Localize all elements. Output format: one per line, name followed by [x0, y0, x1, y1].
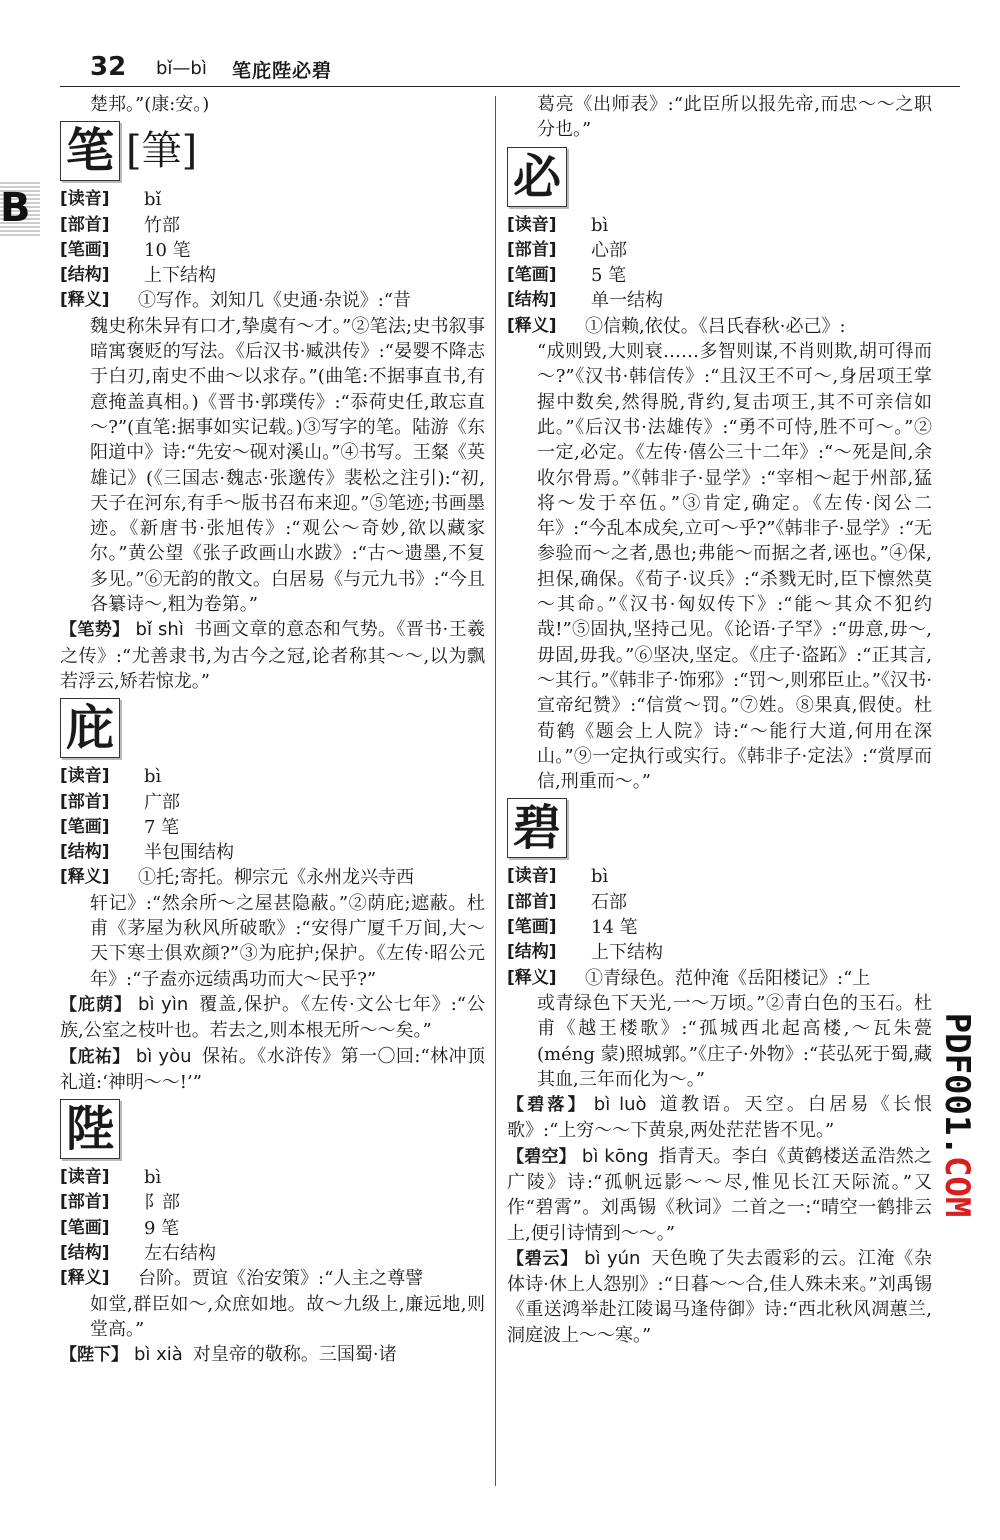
- entry-bi-shelter: [60, 698, 485, 1095]
- watermark-red-part: COM: [937, 1155, 977, 1218]
- field-radical: [60, 790, 485, 815]
- phrase-definition: 覆盖,保护。《左传·文公七年》:“公族,公室之枝叶也。若去之,则本根无所～～矣。”: [60, 993, 485, 1042]
- field-label: [部首]: [60, 791, 110, 812]
- field-definition: [60, 865, 485, 890]
- headword-char: 笔: [60, 121, 120, 181]
- field-value: 上下结构: [144, 265, 216, 287]
- field-label: [读音]: [60, 1167, 110, 1188]
- field-value: 5 笔: [591, 265, 627, 287]
- field-label: [释义]: [507, 315, 557, 336]
- field-label: [释义]: [60, 1268, 110, 1289]
- field-value: 半包围结构: [144, 842, 234, 864]
- definition-body: “成则毁,大则衰……多智则谋,不肖则欺,胡可得而～?”《汉书·韩信传》:“且汉王不可～,身居项王掌握中数矣,然得脱,背约,复击项王,其不可亲信如此。”《后汉书·法雄传》:“勇不可恃,胜不可～。”②一定,必定。《左传·僖公三十二年》:“～死是间,余收尔骨焉。”《韩非子·显学》:“宰相～起于州部,猛将～发于卒伍。”③肯定,确定。《左传·闵公二年》:“今乱本成矣,立可～乎?”《韩非子·显学》:“无参验而～之者,愚也;弗能～而据之者,诬也。”④保,担保,确保。《荀子·议兵》:“杀戮无时,臣下懔然莫～其命。”《汉书·匈奴传下》:“能～其众不犯约哉!”⑤固执,坚持己见。《论语·子罕》:“毋意,毋～,毋固,毋我。”⑥坚决,坚定。《庄子·盗跖》:“正其言,～其行。”《韩非子·饰邪》:“罚～,则邪臣止。”《汉书·宣帝纪赞》:“信赏～罚。”⑦姓。⑧果真,假使。杜荀鹤《题会上人院》诗:“～能行大道,何用在深山。”⑨一定执行或实行。《韩非子·定法》:“赏厚而信,刑重而～。”: [537, 341, 932, 793]
- field-label: [结构]: [507, 290, 557, 311]
- phrase-pinyin: bì luò: [593, 1094, 647, 1116]
- phrase-pinyin: bǐ shì: [135, 619, 184, 641]
- field-label: [部首]: [507, 891, 557, 912]
- phrase-definition: 书画文章的意态和气势。《晋书·王羲之传》:“尤善隶书,为古今之冠,论者称其～～,以为飘若浮云,矫若惊龙。”: [60, 619, 485, 692]
- field-value: bì: [591, 866, 609, 888]
- field-label: [释义]: [60, 290, 110, 311]
- header-characters: 笔庇陛必碧: [232, 60, 333, 82]
- field-label: [结构]: [60, 842, 110, 863]
- phrase-definition: 对皇帝的敬称。三国蜀·诸: [192, 1344, 397, 1366]
- field-definition: [507, 314, 932, 339]
- headword-char: 庇: [60, 698, 120, 758]
- field-strokes: [60, 815, 485, 840]
- field-radical: [60, 213, 485, 238]
- field-pronunciation: [507, 864, 932, 889]
- phrase-label: 【庇荫】: [60, 994, 133, 1015]
- entry-bi-steps: [60, 1099, 485, 1368]
- field-label: [读音]: [60, 189, 110, 210]
- field-value: 上下结构: [591, 942, 663, 964]
- field-label: [笔画]: [60, 816, 110, 837]
- headword-char: 必: [507, 147, 567, 207]
- entry-bi-must: [507, 147, 932, 795]
- phrase-entry: [507, 1246, 932, 1348]
- field-value: 石部: [591, 891, 627, 913]
- section-tab: [0, 180, 40, 236]
- phrase-entry: [60, 1342, 485, 1368]
- entry-heading: [507, 798, 932, 858]
- definition-first-line: ①青绿色。范仲淹《岳阳楼记》:“上: [585, 967, 871, 989]
- section-tab-letter: B: [0, 185, 31, 231]
- phrase-definition: 道教语。天空。白居易《长恨歌》:“上穷～～下黄泉,两处茫茫皆不见。”: [507, 1094, 933, 1142]
- headword-char: 碧: [507, 798, 567, 858]
- field-value: 10 笔: [144, 239, 191, 261]
- field-pronunciation: [60, 1165, 485, 1190]
- field-value: 阝部: [144, 1192, 180, 1214]
- field-label: [部首]: [507, 239, 557, 260]
- field-value: 单一结构: [591, 290, 663, 312]
- field-label: [部首]: [60, 214, 110, 235]
- phrase-definition: 天色晚了失去霞彩的云。江淹《杂体诗·休上人怨别》:“日暮～～合,佳人殊未来。”刘禹锡《重送鸿举赴江陵谒马逢侍御》诗:“西北秋风凋蕙兰,洞庭波上～～寒。”: [507, 1247, 932, 1346]
- headword-char: 陛: [60, 1099, 120, 1159]
- entry-bi-jade: [507, 798, 932, 1348]
- field-value: 左右结构: [144, 1242, 216, 1264]
- field-pronunciation: [60, 187, 485, 212]
- field-label: [释义]: [507, 967, 557, 988]
- field-label: [部首]: [60, 1192, 110, 1213]
- phrase-definition: 指青天。李白《黄鹤楼送孟浩然之广陵》诗:“孤帆远影～～尽,惟见长江天际流。”又作“碧霄”。刘禹锡《秋词》二首之一:“晴空一鹤排云上,便引诗情到～～。”: [507, 1145, 933, 1244]
- phrase-entry: [507, 1092, 932, 1144]
- phrase-pinyin: bì yìn: [138, 993, 189, 1015]
- field-radical: [507, 890, 932, 915]
- field-definition: [60, 288, 485, 313]
- field-label: [笔画]: [507, 265, 557, 286]
- definition-body: 魏史称朱异有口才,挚虞有～才。”②笔法;史书叙事暗寓褒贬的写法。《后汉书·臧洪传》:“晏婴不降志于白刃,南史不曲～以求存。”(曲笔:不据事直书,有意掩盖真相。)《晋书·郭璞传》:“忝荷史任,敢忘直～?”(直笔:据事如实记载。)③写字的笔。陆游《东阳道中》诗:“先安～砚对溪山。”④书写。王粲《英雄记》(《三国志·魏志·张邈传》裴松之注引):“初,天子在河东,有手～版书召布来迎。”⑤笔迹;书画墨迹。《新唐书·张旭传》:“观公～奇妙,欲以藏家尔。”黄公望《张子政画山水跋》:“古～遗墨,不复多见。”⑥无韵的散文。白居易《与元九书》:“今且各纂诗～,粗为卷第。”: [90, 315, 485, 616]
- field-strokes: [507, 915, 932, 940]
- phrase-label: 【笔势】: [60, 620, 130, 641]
- field-pronunciation: [60, 764, 485, 789]
- field-strokes: [60, 1216, 485, 1241]
- phrase-label: 【碧落】: [507, 1095, 588, 1116]
- phrase-label: 【陛下】: [60, 1345, 128, 1366]
- field-structure: [507, 288, 932, 313]
- field-radical: [507, 238, 932, 263]
- field-definition: [60, 1266, 485, 1291]
- definition-first-line: 台阶。贾谊《治安策》:“人主之尊譬: [138, 1268, 424, 1290]
- field-definition: [507, 966, 932, 991]
- field-label: [读音]: [507, 214, 557, 235]
- column-divider: [495, 96, 496, 1486]
- field-radical: [60, 1190, 485, 1215]
- field-label: [笔画]: [60, 1217, 110, 1238]
- field-structure: [60, 1241, 485, 1266]
- entry-heading: [60, 1099, 485, 1159]
- entry-bi3: [60, 121, 485, 694]
- phrase-label: 【庇祐】: [60, 1046, 130, 1067]
- field-value: bì: [591, 214, 609, 236]
- field-value: bǐ: [144, 189, 162, 211]
- field-value: 14 笔: [591, 917, 638, 939]
- left-column: [60, 92, 485, 1368]
- definition-body: 如堂,群臣如～,众庶如地。故～九级上,廉远地,则堂高。”: [90, 1293, 485, 1340]
- phrase-label: 【碧空】: [507, 1146, 576, 1167]
- field-label: [笔画]: [507, 917, 557, 938]
- watermark: [937, 990, 977, 1240]
- phrase-pinyin: bì xià: [134, 1344, 183, 1366]
- phrase-definition: 保祐。《水浒传》第一〇回:“林冲顶礼道:‘神明～～!’”: [60, 1045, 486, 1093]
- phrase-pinyin: bì yòu: [135, 1045, 192, 1067]
- definition-body: 或青绿色下天光,一～万顷。”②青白色的玉石。杜甫《越王楼歌》:“孤城西北起高楼,～瓦朱甍(méng 蒙)照城郭。”《庄子·外物》:“苌弘死于蜀,藏其血,三年而化为～。”: [537, 992, 932, 1090]
- definition-first-line: ①信赖,依仗。《吕氏春秋·必己》:: [585, 315, 846, 337]
- phrase-entry: [507, 1144, 932, 1246]
- entry-heading: [60, 698, 485, 758]
- field-label: [笔画]: [60, 239, 110, 260]
- continued-text: 葛亮《出师表》:“此臣所以报先帝,而忠～～之职分也。”: [537, 94, 932, 141]
- page-number: 32: [90, 52, 127, 82]
- variant-char: [筆]: [126, 128, 198, 175]
- field-value: 9 笔: [144, 1217, 180, 1239]
- field-pronunciation: [507, 213, 932, 238]
- field-label: [读音]: [60, 766, 110, 787]
- phrase-entry: [60, 992, 485, 1044]
- field-label: [结构]: [60, 1242, 110, 1263]
- entry-heading: [507, 147, 932, 207]
- watermark-text: [937, 1013, 977, 1218]
- watermark-black-part: PDF001.: [937, 1012, 977, 1156]
- field-value: 广部: [144, 791, 180, 813]
- field-label: [释义]: [60, 867, 110, 888]
- phrase-pinyin: bì kōng: [581, 1145, 649, 1167]
- definition-first-line: ①写作。刘知几《史通·杂说》:“昔: [138, 290, 411, 312]
- field-structure: [507, 940, 932, 965]
- field-value: bì: [144, 1167, 162, 1189]
- definition-body: 轩记》:“然余所～之屋甚隐蔽。”②荫庇;遮蔽。杜甫《茅屋为秋风所破歌》:“安得广厦千万间,大～天下寒士俱欢颜?”③为庇护;保护。《左传·昭公元年》:“子盍亦远绩禹功而大～民乎?”: [90, 892, 485, 990]
- continued-text: 楚邦。”(康:安。): [90, 94, 210, 115]
- phrase-entry: [60, 1044, 485, 1096]
- phrase-label: 【碧云】: [507, 1248, 579, 1269]
- field-structure: [60, 840, 485, 865]
- right-column: [507, 92, 932, 1348]
- field-value: 7 笔: [144, 816, 180, 838]
- page-header: [60, 50, 960, 87]
- field-value: 竹部: [144, 214, 180, 236]
- field-structure: [60, 263, 485, 288]
- field-strokes: [60, 238, 485, 263]
- entry-heading: [60, 121, 485, 181]
- field-label: [结构]: [507, 942, 557, 963]
- pinyin-range: bǐ—bì: [156, 58, 207, 79]
- phrase-pinyin: bì yún: [584, 1247, 641, 1269]
- field-value: 心部: [591, 239, 627, 261]
- definition-first-line: ①托;寄托。柳宗元《永州龙兴寺西: [138, 867, 415, 889]
- field-value: bì: [144, 766, 162, 788]
- field-label: [结构]: [60, 265, 110, 286]
- phrase-entry: [60, 617, 485, 694]
- field-strokes: [507, 263, 932, 288]
- field-label: [读音]: [507, 866, 557, 887]
